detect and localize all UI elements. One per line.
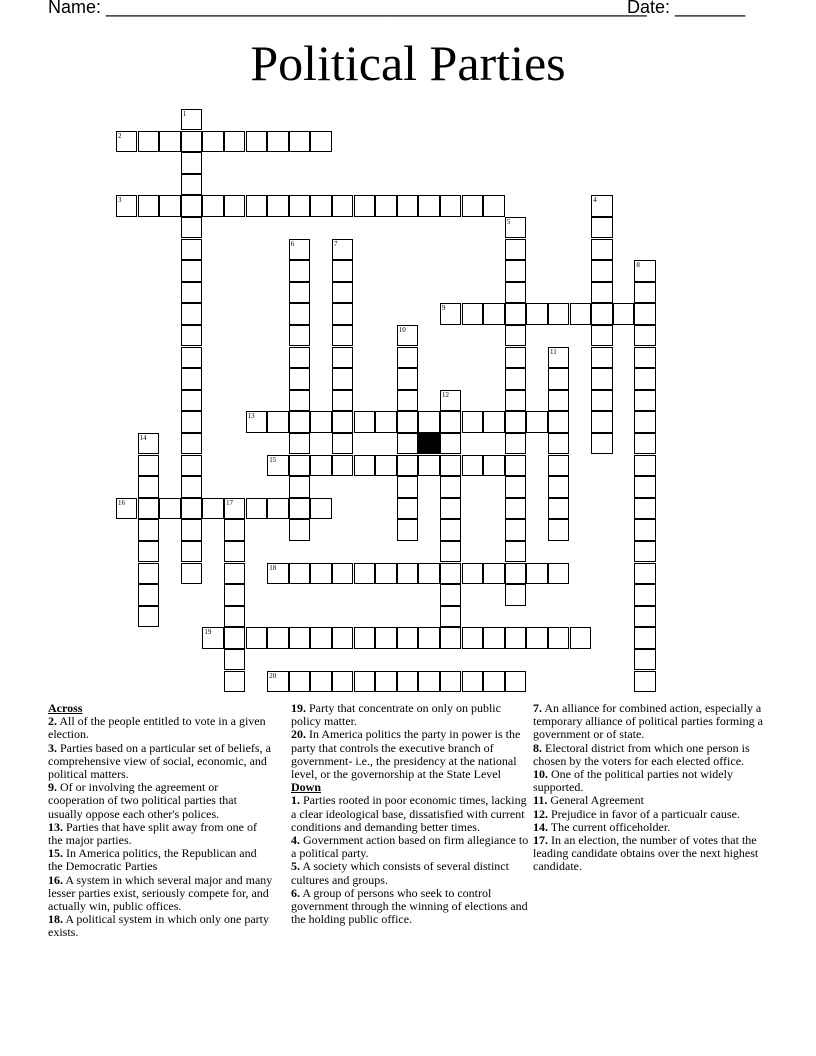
grid-cell[interactable] bbox=[181, 433, 202, 454]
grid-cell[interactable] bbox=[310, 563, 331, 584]
grid-cell[interactable] bbox=[181, 174, 202, 195]
grid-cell[interactable] bbox=[591, 433, 612, 454]
grid-cell[interactable] bbox=[505, 455, 526, 476]
grid-cell[interactable] bbox=[570, 303, 591, 324]
grid-cell[interactable] bbox=[634, 433, 655, 454]
grid-cell[interactable] bbox=[570, 627, 591, 648]
grid-cell[interactable] bbox=[440, 303, 461, 324]
grid-cell[interactable] bbox=[138, 131, 159, 152]
grid-cell[interactable] bbox=[397, 671, 418, 692]
grid-cell[interactable] bbox=[505, 239, 526, 260]
grid-cell[interactable] bbox=[440, 455, 461, 476]
grid-cell[interactable] bbox=[505, 368, 526, 389]
grid-cell[interactable] bbox=[634, 671, 655, 692]
grid-cell[interactable] bbox=[289, 498, 310, 519]
grid-cell[interactable] bbox=[138, 498, 159, 519]
grid-cell[interactable] bbox=[397, 498, 418, 519]
grid-cell[interactable] bbox=[634, 368, 655, 389]
grid-cell[interactable] bbox=[505, 627, 526, 648]
grid-cell[interactable] bbox=[181, 455, 202, 476]
clues-column-3 bbox=[533, 702, 769, 874]
grid-cell[interactable] bbox=[224, 541, 245, 562]
grid-cell[interactable] bbox=[289, 671, 310, 692]
grid-cell[interactable] bbox=[591, 303, 612, 324]
grid-cell[interactable] bbox=[634, 649, 655, 670]
clue-across-9: 9. Of or involving the agreement or cooperation of two political parties that usually oppose each other's polices. bbox=[48, 780, 237, 821]
grid-cell[interactable] bbox=[138, 195, 159, 216]
grid-cell[interactable] bbox=[418, 455, 439, 476]
grid-cell[interactable] bbox=[591, 260, 612, 281]
grid-cell[interactable] bbox=[397, 627, 418, 648]
grid-cell[interactable] bbox=[289, 325, 310, 346]
grid-cell[interactable] bbox=[548, 498, 569, 519]
grid-cell[interactable] bbox=[634, 541, 655, 562]
grid-cell[interactable] bbox=[332, 368, 353, 389]
grid-cell[interactable] bbox=[634, 303, 655, 324]
grid-cell[interactable] bbox=[332, 303, 353, 324]
clue-down-5: 5. A society which consists of several distinct cultures and groups. bbox=[291, 859, 509, 887]
grid-cell[interactable] bbox=[116, 131, 137, 152]
grid-cell[interactable] bbox=[289, 303, 310, 324]
grid-cell[interactable] bbox=[138, 519, 159, 540]
clue-number: 7 bbox=[334, 239, 338, 248]
clue-number: 12 bbox=[442, 390, 449, 399]
grid-cell[interactable] bbox=[267, 411, 288, 432]
grid-cell[interactable] bbox=[246, 411, 267, 432]
clue-number: 5 bbox=[506, 218, 511, 226]
grid-cell[interactable] bbox=[375, 563, 396, 584]
grid-cell[interactable] bbox=[505, 498, 526, 519]
clue-number: 11 bbox=[550, 347, 557, 356]
clue-across-3: 3. Parties based on a particular set of beliefs, a comprehensive view of social, economic, and political matters. bbox=[48, 740, 271, 782]
grid-cell[interactable] bbox=[505, 563, 526, 584]
grid-cell[interactable] bbox=[397, 476, 418, 497]
grid-cell[interactable] bbox=[289, 390, 310, 411]
grid-cell[interactable] bbox=[440, 627, 461, 648]
grid-cell[interactable] bbox=[332, 195, 353, 216]
grid-cell[interactable] bbox=[418, 195, 439, 216]
grid-cell[interactable] bbox=[332, 260, 353, 281]
grid-cell[interactable] bbox=[181, 217, 202, 238]
grid-cell[interactable] bbox=[289, 455, 310, 476]
grid-cell[interactable] bbox=[462, 627, 483, 648]
grid-cell[interactable] bbox=[224, 519, 245, 540]
grid-cell[interactable] bbox=[591, 325, 612, 346]
grid-cell[interactable] bbox=[159, 131, 180, 152]
clue-number: 4 bbox=[593, 196, 597, 205]
grid-cell[interactable] bbox=[267, 498, 288, 519]
grid-cell[interactable] bbox=[224, 649, 245, 670]
grid-cell[interactable] bbox=[181, 390, 202, 411]
grid-cell[interactable] bbox=[462, 303, 483, 324]
grid-cell[interactable] bbox=[289, 476, 310, 497]
grid-cell[interactable] bbox=[354, 671, 375, 692]
grid-cell[interactable] bbox=[548, 303, 569, 324]
grid-cell[interactable] bbox=[397, 347, 418, 368]
grid-cell[interactable] bbox=[548, 563, 569, 584]
grid-cell[interactable] bbox=[332, 239, 353, 260]
grid-cell[interactable] bbox=[224, 584, 245, 605]
clue-down-11: 11. General Agreement bbox=[533, 793, 644, 808]
grid-cell[interactable] bbox=[246, 195, 267, 216]
grid-cell[interactable] bbox=[224, 627, 245, 648]
grid-cell[interactable] bbox=[526, 303, 547, 324]
grid-cell[interactable] bbox=[397, 195, 418, 216]
grid-cell[interactable] bbox=[634, 498, 655, 519]
grid-cell[interactable] bbox=[354, 455, 375, 476]
grid-cell[interactable] bbox=[181, 260, 202, 281]
grid-cell[interactable] bbox=[354, 411, 375, 432]
grid-cell[interactable] bbox=[440, 411, 461, 432]
grid-cell[interactable] bbox=[289, 627, 310, 648]
grid-cell[interactable] bbox=[267, 671, 288, 692]
grid-cell[interactable] bbox=[202, 131, 223, 152]
grid-cell[interactable] bbox=[224, 563, 245, 584]
clue-number: 9 bbox=[442, 304, 446, 313]
grid-cell[interactable] bbox=[116, 195, 137, 216]
grid-cell[interactable] bbox=[591, 282, 612, 303]
grid-cell[interactable] bbox=[332, 411, 353, 432]
clue-down-4: 4. Government action based on firm allegiance to a political party. bbox=[291, 833, 529, 861]
grid-cell[interactable] bbox=[310, 498, 331, 519]
grid-cell[interactable] bbox=[440, 498, 461, 519]
grid-cell[interactable] bbox=[634, 282, 655, 303]
grid-cell[interactable] bbox=[505, 476, 526, 497]
grid-cell[interactable] bbox=[332, 325, 353, 346]
grid-cell[interactable] bbox=[548, 519, 569, 540]
clue-number: 16 bbox=[118, 498, 125, 507]
grid-cell[interactable] bbox=[462, 455, 483, 476]
grid-cell[interactable] bbox=[310, 627, 331, 648]
grid-cell[interactable] bbox=[289, 519, 310, 540]
clue-number: 19 bbox=[204, 628, 212, 637]
grid-cell[interactable] bbox=[634, 390, 655, 411]
grid-cell[interactable] bbox=[181, 563, 202, 584]
grid-cell[interactable] bbox=[397, 455, 418, 476]
clues-column-2 bbox=[291, 702, 529, 926]
clue-number: 6 bbox=[290, 239, 295, 248]
grid-cell[interactable] bbox=[289, 347, 310, 368]
grid-cell[interactable] bbox=[375, 195, 396, 216]
grid-cell[interactable] bbox=[181, 131, 202, 152]
grid-cell[interactable] bbox=[462, 671, 483, 692]
grid-cell[interactable] bbox=[246, 498, 267, 519]
grid-cell[interactable] bbox=[138, 563, 159, 584]
grid-cell[interactable] bbox=[505, 519, 526, 540]
grid-cell[interactable] bbox=[289, 195, 310, 216]
grid-cell[interactable] bbox=[418, 411, 439, 432]
clue-number: 3 bbox=[118, 196, 122, 205]
grid-cell[interactable] bbox=[591, 195, 612, 216]
grid-cell[interactable] bbox=[397, 563, 418, 584]
grid-cell[interactable] bbox=[246, 627, 267, 648]
grid-cell[interactable] bbox=[354, 563, 375, 584]
grid-cell[interactable] bbox=[202, 627, 223, 648]
grid-cell[interactable] bbox=[332, 563, 353, 584]
clue-number: 14 bbox=[139, 434, 147, 442]
grid-cell[interactable] bbox=[224, 671, 245, 692]
grid-cell[interactable] bbox=[505, 411, 526, 432]
grid-cell[interactable] bbox=[397, 325, 418, 346]
grid-cell[interactable] bbox=[267, 627, 288, 648]
grid-cell[interactable] bbox=[548, 347, 569, 368]
grid-cell[interactable] bbox=[397, 411, 418, 432]
grid-cell[interactable] bbox=[159, 195, 180, 216]
grid-cell[interactable] bbox=[591, 217, 612, 238]
grid-cell[interactable] bbox=[332, 627, 353, 648]
grid-cell[interactable] bbox=[310, 195, 331, 216]
grid-cell[interactable] bbox=[505, 282, 526, 303]
grid-cell[interactable] bbox=[591, 390, 612, 411]
clue-across-19: 19. Party that concentrate on only on public policy matter. bbox=[291, 701, 501, 729]
grid-cell[interactable] bbox=[289, 563, 310, 584]
grid-cell[interactable] bbox=[332, 390, 353, 411]
grid-cell[interactable] bbox=[548, 455, 569, 476]
grid-cell[interactable] bbox=[181, 519, 202, 540]
grid-cell[interactable] bbox=[418, 671, 439, 692]
grid-cell[interactable] bbox=[267, 455, 288, 476]
clue-across-20: 20. In America politics the party in power is the party that controls the executive branch of government- i.e., the presidency at the national level, or the governorship at the State Level bbox=[291, 727, 521, 782]
grid-cell[interactable] bbox=[202, 195, 223, 216]
grid-cell[interactable] bbox=[138, 606, 159, 627]
grid-cell[interactable] bbox=[289, 282, 310, 303]
grid-cell[interactable] bbox=[181, 476, 202, 497]
grid-cell[interactable] bbox=[202, 498, 223, 519]
clue-down-7: 7. An alliance for combined action, especially a temporary alliance of political parties forming a government or of state. bbox=[533, 701, 763, 742]
grid-cell[interactable] bbox=[289, 411, 310, 432]
clue-down-12: 12. Prejudice in favor of a particualr cause. bbox=[533, 806, 740, 821]
page-title: Political Parties bbox=[250, 35, 566, 91]
grid-cell[interactable] bbox=[289, 433, 310, 454]
down-heading: Down bbox=[291, 780, 322, 795]
grid-cell[interactable] bbox=[634, 627, 655, 648]
grid-cell[interactable] bbox=[332, 671, 353, 692]
grid-cell[interactable] bbox=[181, 325, 202, 346]
grid-cell[interactable] bbox=[397, 368, 418, 389]
black-square bbox=[418, 433, 439, 454]
grid-cell[interactable] bbox=[548, 411, 569, 432]
grid-cell[interactable] bbox=[634, 325, 655, 346]
grid-cell[interactable] bbox=[634, 606, 655, 627]
grid-cell[interactable] bbox=[375, 411, 396, 432]
grid-cell[interactable] bbox=[159, 498, 180, 519]
grid-cell[interactable] bbox=[591, 368, 612, 389]
grid-cell[interactable] bbox=[138, 584, 159, 605]
grid-cell[interactable] bbox=[116, 498, 137, 519]
grid-cell[interactable] bbox=[505, 347, 526, 368]
grid-cell[interactable] bbox=[310, 411, 331, 432]
grid-cell[interactable] bbox=[440, 606, 461, 627]
grid-cell[interactable] bbox=[181, 152, 202, 173]
clue-across-16: 16. A system in which several major and many lesser parties exist, seriously compete for, and actually win, public offices. bbox=[48, 872, 273, 914]
grid-cell[interactable] bbox=[246, 131, 267, 152]
crossword-grid bbox=[116, 109, 660, 693]
grid-cell[interactable] bbox=[181, 541, 202, 562]
clue-across-15: 15. In America politics, the Republican and the Democratic Parties bbox=[48, 846, 257, 874]
grid-cell[interactable] bbox=[548, 433, 569, 454]
grid-cell[interactable] bbox=[440, 541, 461, 562]
grid-cell[interactable] bbox=[289, 260, 310, 281]
grid-cell[interactable] bbox=[138, 541, 159, 562]
grid-cell[interactable] bbox=[397, 433, 418, 454]
grid-cell[interactable] bbox=[613, 303, 634, 324]
grid-cell[interactable] bbox=[354, 195, 375, 216]
grid-cell[interactable] bbox=[634, 584, 655, 605]
grid-cell[interactable] bbox=[440, 563, 461, 584]
clue-number: 20 bbox=[269, 671, 277, 680]
clue-number: 17 bbox=[226, 498, 233, 507]
grid-cell[interactable] bbox=[332, 433, 353, 454]
grid-cell[interactable] bbox=[418, 627, 439, 648]
grid-cell[interactable] bbox=[505, 433, 526, 454]
grid-cell[interactable] bbox=[289, 368, 310, 389]
grid-cell[interactable] bbox=[505, 541, 526, 562]
grid-cell[interactable] bbox=[138, 476, 159, 497]
clue-number: 2 bbox=[118, 131, 122, 140]
grid-cell[interactable] bbox=[267, 195, 288, 216]
grid-cell[interactable] bbox=[634, 563, 655, 584]
grid-cell[interactable] bbox=[310, 455, 331, 476]
grid-cell[interactable] bbox=[548, 627, 569, 648]
grid-cell[interactable] bbox=[526, 627, 547, 648]
grid-cell[interactable] bbox=[181, 411, 202, 432]
grid-cell[interactable] bbox=[526, 563, 547, 584]
clue-across-13: 13. Parties that have split away from one of the major parties. bbox=[48, 819, 257, 848]
grid-cell[interactable] bbox=[634, 455, 655, 476]
clue-number: 1 bbox=[182, 110, 187, 118]
grid-cell[interactable] bbox=[138, 433, 159, 454]
grid-cell[interactable] bbox=[634, 347, 655, 368]
clue-down-14: 14. The current officeholder. bbox=[533, 819, 671, 834]
clue-down-17: 17. In an election, the number of votes that the leading candidate obtains over the next highest candidate. bbox=[533, 833, 759, 874]
grid-cell[interactable] bbox=[505, 671, 526, 692]
grid-cell[interactable] bbox=[181, 347, 202, 368]
clue-down-6: 6. A group of persons who seek to control government through the winning of elections and the holding public office. bbox=[291, 885, 528, 927]
grid-cell[interactable] bbox=[181, 109, 202, 130]
grid-cell[interactable] bbox=[397, 519, 418, 540]
grid-cell[interactable] bbox=[224, 195, 245, 216]
grid-cell[interactable] bbox=[483, 627, 504, 648]
grid-cell[interactable] bbox=[440, 195, 461, 216]
clue-down-8: 8. Electoral district from which one person is chosen by the voters for each elected office. bbox=[533, 740, 750, 768]
grid-cell[interactable] bbox=[462, 195, 483, 216]
grid-cell[interactable] bbox=[267, 131, 288, 152]
clue-number: 8 bbox=[636, 261, 640, 270]
grid-cell[interactable] bbox=[483, 563, 504, 584]
grid-cell[interactable] bbox=[440, 390, 461, 411]
grid-cell[interactable] bbox=[375, 455, 396, 476]
grid-cell[interactable] bbox=[440, 519, 461, 540]
grid-cell[interactable] bbox=[505, 303, 526, 324]
grid-cell[interactable] bbox=[440, 584, 461, 605]
grid-cell[interactable] bbox=[289, 239, 310, 260]
grid-cell[interactable] bbox=[332, 282, 353, 303]
grid-cell[interactable] bbox=[505, 390, 526, 411]
grid-cell[interactable] bbox=[267, 563, 288, 584]
grid-cell[interactable] bbox=[224, 606, 245, 627]
grid-cell[interactable] bbox=[505, 584, 526, 605]
grid-cell[interactable] bbox=[397, 390, 418, 411]
grid-cell[interactable] bbox=[354, 627, 375, 648]
clues-column-1 bbox=[48, 702, 273, 940]
grid-cell[interactable] bbox=[289, 131, 310, 152]
grid-cell[interactable] bbox=[483, 455, 504, 476]
grid-cell[interactable] bbox=[440, 476, 461, 497]
clue-across-18: 18. A political system in which only one party exists. bbox=[48, 912, 269, 940]
grid-cell[interactable] bbox=[418, 563, 439, 584]
grid-cell[interactable] bbox=[548, 476, 569, 497]
grid-cell[interactable] bbox=[310, 131, 331, 152]
clue-number: 10 bbox=[398, 326, 406, 334]
grid-cell[interactable] bbox=[634, 476, 655, 497]
grid-cell[interactable] bbox=[526, 411, 547, 432]
clue-across-2: 2. All of the people entitled to vote in a given election. bbox=[48, 714, 266, 742]
clue-number: 13 bbox=[247, 412, 255, 421]
name-field[interactable]: Name: ______________________________________________________ bbox=[48, 0, 647, 17]
grid-cell[interactable] bbox=[181, 282, 202, 303]
grid-cell[interactable] bbox=[483, 303, 504, 324]
date-field[interactable]: Date: _______ bbox=[627, 0, 746, 17]
across-heading: Across bbox=[48, 701, 83, 715]
grid-cell[interactable] bbox=[505, 217, 526, 238]
grid-cell[interactable] bbox=[462, 563, 483, 584]
clue-number: 15 bbox=[269, 455, 277, 464]
clue-down-10: 10. One of the political parties not widely supported. bbox=[533, 767, 733, 795]
grid-cell[interactable] bbox=[181, 195, 202, 216]
grid-cell[interactable] bbox=[483, 671, 504, 692]
grid-cell[interactable] bbox=[224, 498, 245, 519]
grid-cell[interactable] bbox=[224, 131, 245, 152]
grid-cell[interactable] bbox=[483, 195, 504, 216]
grid-cell[interactable] bbox=[375, 671, 396, 692]
grid-cell[interactable] bbox=[181, 498, 202, 519]
grid-cell[interactable] bbox=[440, 671, 461, 692]
grid-cell[interactable] bbox=[483, 411, 504, 432]
grid-cell[interactable] bbox=[462, 411, 483, 432]
grid-cell[interactable] bbox=[634, 411, 655, 432]
grid-cell[interactable] bbox=[375, 627, 396, 648]
grid-cell[interactable] bbox=[440, 433, 461, 454]
grid-cell[interactable] bbox=[591, 347, 612, 368]
grid-cell[interactable] bbox=[310, 671, 331, 692]
grid-cell[interactable] bbox=[505, 260, 526, 281]
grid-cell[interactable] bbox=[634, 519, 655, 540]
grid-cell[interactable] bbox=[505, 325, 526, 346]
grid-cell[interactable] bbox=[332, 347, 353, 368]
grid-cell[interactable] bbox=[181, 368, 202, 389]
grid-cell[interactable] bbox=[548, 368, 569, 389]
grid-cell[interactable] bbox=[332, 455, 353, 476]
grid-cell[interactable] bbox=[181, 239, 202, 260]
grid-cell[interactable] bbox=[591, 239, 612, 260]
clue-number: 18 bbox=[269, 563, 277, 572]
grid-cell[interactable] bbox=[138, 455, 159, 476]
grid-cell[interactable] bbox=[181, 303, 202, 324]
header bbox=[48, 0, 748, 21]
grid-cell[interactable] bbox=[548, 390, 569, 411]
grid-cell[interactable] bbox=[591, 411, 612, 432]
clue-down-1: 1. Parties rooted in poor economic times, lacking a clear ideological base, dissatisfied with current conditions and demanding better times. bbox=[291, 793, 527, 834]
grid-cell[interactable] bbox=[634, 260, 655, 281]
